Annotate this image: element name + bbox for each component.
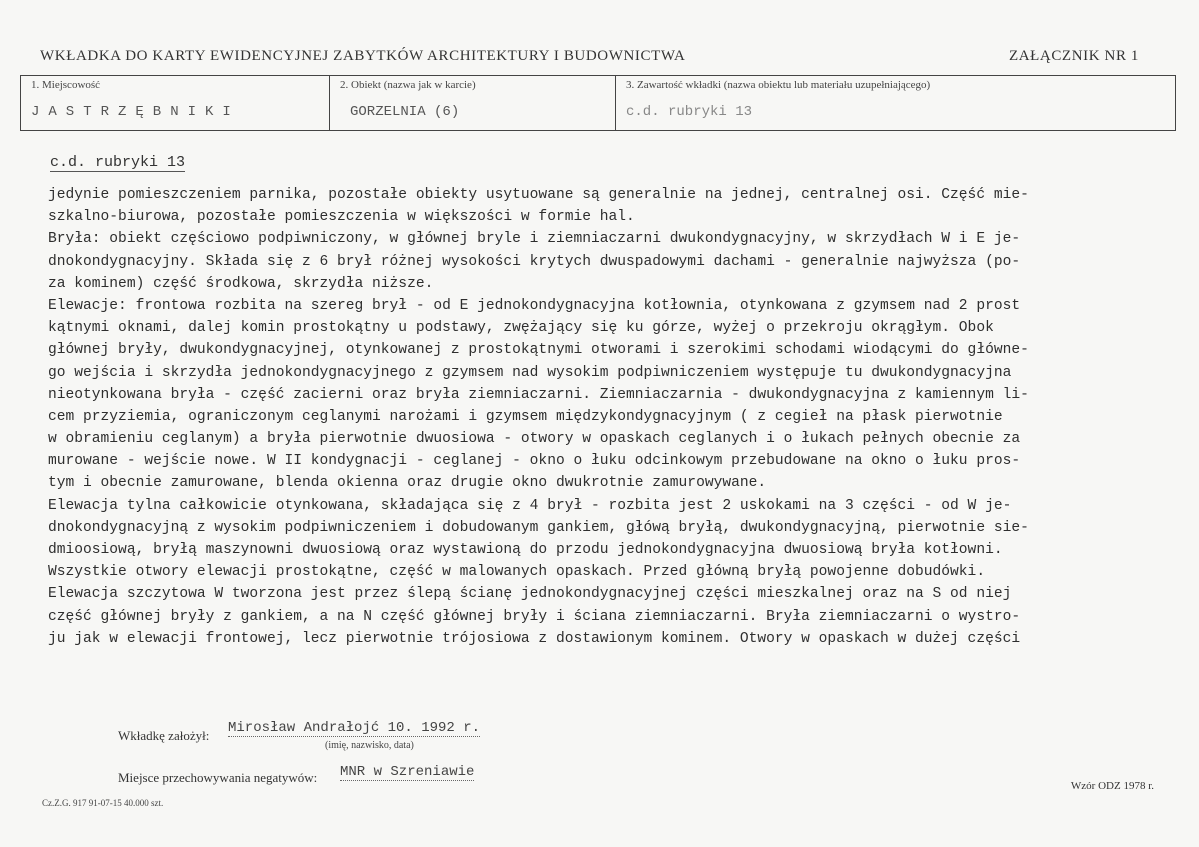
content-cell [616,76,1175,130]
text-line: tym i obecnie zamurowane, blenda okienna oraz drugie okno dwukrotnie zamurowywane. [48,475,767,492]
object-value: GORZELNIA (6) [350,104,460,120]
text-line: Elewacje: frontowa rozbita na szereg brył - od E jednokondygnacyjna kotłownia, otynkowana z gzymsem nad 2 prost [48,297,1021,314]
compiled-by-hint: (imię, nazwisko, data) [325,740,414,751]
text-line: nieotynkowana bryła - część zacierni oraz bryła ziemniaczarni. Ziemniaczarnia - dwukondygnacyjna z kamiennym li- [48,386,1029,403]
text-line: Bryła: obiekt częściowo podpiwniczony, w głównej bryle i ziemniaczarni dwukondygnacyjny, w skrzydłach W i E je- [48,231,1021,248]
object-cell [330,76,616,130]
text-line: cem przyziemia, ograniczonym ceglanymi narożami i gzymsem międzykondygnacyjnym ( z cegieł na płask pierwotnie [48,408,1003,425]
text-line: murowane - wejście nowe. W II kondygnacji - ceglanej - okno o łuku odcinkowym przebudowane na okno o łuku pros- [48,453,1021,470]
form-title: WKŁADKA DO KARTY EWIDENCYJNEJ ZABYTKÓW ARCHITEKTURY I BUDOWNICTWA [40,48,686,64]
compiled-by-label: Wkładkę założył: [118,728,210,743]
locality-label: 1. Miejscowość [31,79,101,91]
text-line: dnokondygnacyjny. Składa się z 6 brył różnej wysokości krytych dwuspadowymi dachami - generalnie najwyższa (po- [48,253,1021,270]
text-line: go wejścia i skrzydła jednokondygnacyjnego z gzymsem nad wysokim podpiwniczeniem występuje tu dwukondygnacyjna [48,364,1012,381]
section-heading: c.d. rubryki 13 [50,154,186,171]
text-line: ju jak w elewacji frontowej, lecz pierwotnie trójosiowa z dostawionym kominem. Otwory w opaskach w dużej części [48,630,1021,647]
negatives-value: MNR w Szreniawie [340,764,475,780]
negatives-label: Miejsce przechowywania negatywów: [118,770,318,785]
print-code: Cz.Z.G. 917 91-07-15 40.000 szt. [42,798,164,808]
text-line: głównej bryły, dwukondygnacyjnej, otynkowanej z prostokątnymi otworami i szerokimi schodami wiodącymi do główne- [48,342,1029,359]
text-line: dnokondygnacyjną z wysokim podpiwniczeniem i dobudowanym gankiem, główą bryłą, dwukondygnacyjną, pierwotnie sie- [48,519,1029,536]
content-value: c.d. rubryki 13 [626,104,753,120]
text-line: Elewacja szczytowa W tworzona jest przez ślepą ścianę jednokondygnacyjnej części mieszkalnej oraz na S od niej [48,586,1012,603]
locality-cell [21,76,330,130]
object-label: 2. Obiekt (nazwa jak w karcie) [340,79,476,91]
header-fields-table [20,75,1176,131]
text-line: kątnymi oknami, dalej komin prostokątny u podstawy, zwężający się ku górze, wyżej o przekroju okrągłym. Obok [48,320,994,337]
text-line: szkalno-biurowa, pozostałe pomieszczenia w większości w formie hal. [48,209,635,226]
text-line: jedynie pomieszczeniem parnika, pozostałe obiekty usytuowane są generalnie na jednej, centralnej osi. Część mie- [48,187,1029,203]
text-line: Wszystkie otwory elewacji prostokątne, część w malowanych opaskach. Przed główną bryłą powojenne dobudówki. [48,564,986,581]
text-line: w obramieniu ceglanym) a bryła pierwotnie dwuosiowa - otwory w opaskach ceglanych i o łukach pełnych obecnie za [48,431,1021,448]
text-line: dmioosiową, bryłą maszynowni dwuosiową oraz wystawioną do przodu jednokondygnacyjna dwuosiową bryła kotłowni. [48,542,1003,558]
locality-value: JASTRZĘBNIKI [31,104,240,120]
text-line: część głównej bryły z gankiem, a na N część głównej bryły i ściana ziemniaczarni. Bryła ziemniaczarni o wystro- [48,608,1021,625]
compiled-by-value: Mirosław Andrałojć 10. 1992 r. [228,720,481,736]
content-label: 3. Zawartość wkładki (nazwa obiektu lub materiału uzupełniającego) [626,79,931,91]
description-text [48,184,1198,650]
annex-number: ZAŁĄCZNIK NR 1 [1008,48,1139,64]
text-line: Elewacja tylna całkowicie otynkowana, składająca się z 4 brył - rozbita jest 2 uskokami na 3 części - od W je- [48,497,1012,514]
form-pattern: Wzór ODZ 1978 r. [1070,780,1154,792]
text-line: za kominem) część środkowa, skrzydła niższe. [48,275,434,292]
